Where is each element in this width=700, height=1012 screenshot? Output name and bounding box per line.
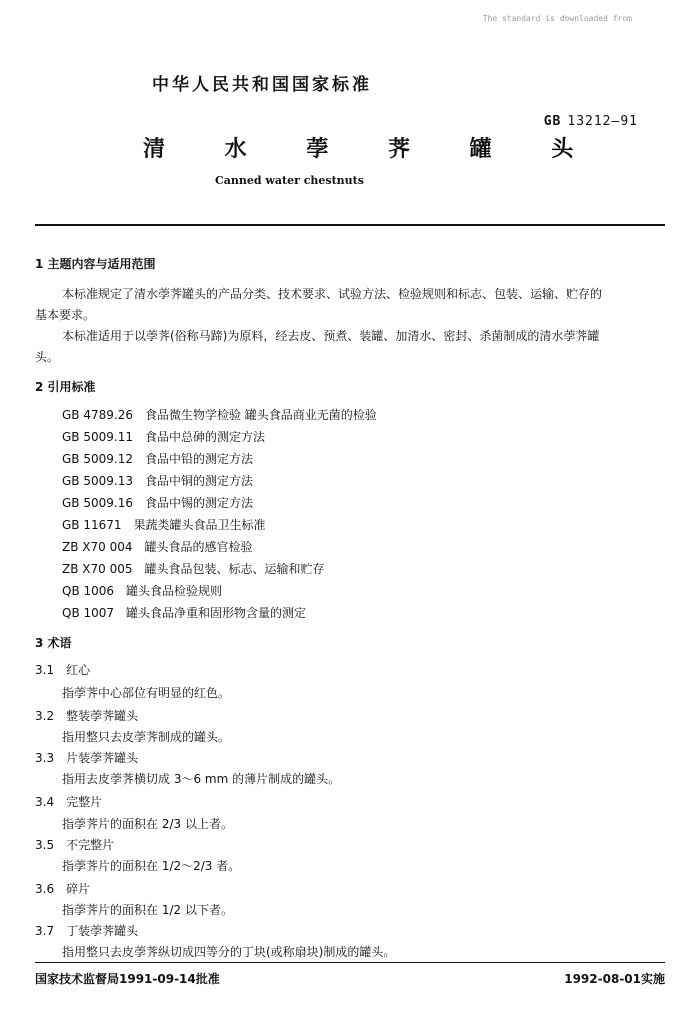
term-number: 3.4 bbox=[35, 795, 55, 809]
term-name: 不完整片 bbox=[66, 838, 115, 852]
reference-code: QB 1007 bbox=[62, 606, 115, 620]
term-number: 3.7 bbox=[35, 924, 55, 938]
org-title: 中华人民共和国国家标准 bbox=[152, 75, 372, 95]
section-1-para-2-line-1: 本标准适用于以荸荠(俗称马蹄)为原料，经去皮、预煮、装罐、加清水、密封、杀菌制成的清水荸荠罐 bbox=[62, 329, 600, 343]
reference-code: GB 5009.11 bbox=[62, 430, 133, 444]
term-name: 片装荸荠罐头 bbox=[66, 751, 139, 765]
header-divider bbox=[35, 224, 665, 226]
standard-code: 13212—91 bbox=[567, 114, 638, 129]
reference-title: 食品中铜的测定方法 bbox=[144, 474, 253, 488]
term-definition: 指荸荠中心部位有明显的红色。 bbox=[62, 686, 231, 700]
term-definition: 指荸荠片的面积在 1/2～2/3 者。 bbox=[62, 859, 241, 873]
download-watermark: The standard is downloaded from bbox=[482, 14, 632, 23]
term-heading bbox=[35, 661, 102, 678]
reference-code: QB 1006 bbox=[62, 584, 115, 598]
section-3-heading: 3 术语 bbox=[35, 636, 72, 650]
term-name: 整装荸荠罐头 bbox=[66, 709, 139, 723]
term-definition: 指荸荠片的面积在 1/2 以下者。 bbox=[62, 903, 233, 917]
reference-title: 食品中铅的测定方法 bbox=[144, 452, 253, 466]
term-name: 碎片 bbox=[66, 882, 91, 896]
reference-item bbox=[62, 494, 253, 511]
reference-title: 食品中锡的测定方法 bbox=[144, 496, 253, 510]
reference-code: GB 5009.12 bbox=[62, 452, 133, 466]
term-definition: 指用整只去皮荸荠制成的罐头。 bbox=[62, 730, 231, 744]
reference-code: GB 5009.13 bbox=[62, 474, 133, 488]
section-1-heading: 1 主题内容与适用范围 bbox=[35, 257, 156, 271]
reference-title: 食品中总砷的测定方法 bbox=[144, 430, 265, 444]
term-name: 丁装荸荠罐头 bbox=[66, 924, 139, 938]
document-title-zh: 清 水 荸 荠 罐 头 bbox=[143, 137, 600, 162]
reference-item bbox=[62, 582, 222, 599]
approval-line: 国家技术监督局1991-09-14批准 bbox=[35, 972, 220, 986]
term-number: 3.1 bbox=[35, 663, 55, 677]
reference-title: 罐头食品包装、标志、运输和贮存 bbox=[144, 562, 325, 576]
term-heading bbox=[35, 922, 150, 939]
term-definition: 指用整只去皮荸荠纵切成四等分的丁块(或称扇块)制成的罐头。 bbox=[62, 945, 396, 959]
term-definition: 指荸荠片的面积在 2/3 以上者。 bbox=[62, 817, 233, 831]
term-definition: 指用去皮荸荠横切成 3～6 mm 的薄片制成的罐头。 bbox=[62, 772, 341, 786]
reference-code: ZB X70 004 bbox=[62, 540, 133, 554]
term-number: 3.6 bbox=[35, 882, 55, 896]
reference-title: 罐头食品检验规则 bbox=[126, 584, 223, 598]
term-heading bbox=[35, 749, 150, 766]
reference-title: 果蔬类罐头食品卫生标准 bbox=[133, 518, 266, 532]
term-heading bbox=[35, 707, 150, 724]
standard-number bbox=[544, 114, 638, 129]
reference-item bbox=[62, 472, 253, 489]
effective-date-line: 1992-08-01实施 bbox=[564, 972, 665, 986]
footer-divider bbox=[35, 962, 665, 963]
term-heading bbox=[35, 836, 126, 853]
reference-item bbox=[62, 538, 253, 555]
section-1-para-1-line-1: 本标准规定了清水荸荠罐头的产品分类、技术要求、试验方法、检验规则和标志、包装、运输、贮存的 bbox=[62, 287, 603, 301]
reference-code: ZB X70 005 bbox=[62, 562, 133, 576]
reference-item bbox=[62, 428, 265, 445]
reference-code: GB 11671 bbox=[62, 518, 122, 532]
section-1-para-1-line-2: 基本要求。 bbox=[35, 308, 96, 322]
section-2-heading: 2 引用标准 bbox=[35, 380, 96, 394]
standard-prefix: GB bbox=[543, 114, 562, 129]
document-title-en: Canned water chestnuts bbox=[215, 174, 364, 187]
reference-title: 食品微生物学检验 罐头食品商业无菌的检验 bbox=[144, 408, 377, 422]
term-number: 3.2 bbox=[35, 709, 55, 723]
reference-item bbox=[62, 604, 306, 621]
reference-item bbox=[62, 560, 325, 577]
reference-item bbox=[62, 516, 266, 533]
reference-item bbox=[62, 450, 253, 467]
term-heading bbox=[35, 880, 102, 897]
reference-title: 罐头食品净重和固形物含量的测定 bbox=[126, 606, 307, 620]
term-number: 3.3 bbox=[35, 751, 55, 765]
term-number: 3.5 bbox=[35, 838, 55, 852]
term-name: 完整片 bbox=[66, 795, 103, 809]
section-1-para-2-line-2: 头。 bbox=[35, 350, 60, 364]
reference-code: GB 5009.16 bbox=[62, 496, 133, 510]
reference-code: GB 4789.26 bbox=[62, 408, 133, 422]
reference-item bbox=[62, 406, 377, 423]
term-heading bbox=[35, 793, 114, 810]
reference-title: 罐头食品的感官检验 bbox=[144, 540, 253, 554]
term-name: 红心 bbox=[66, 663, 91, 677]
